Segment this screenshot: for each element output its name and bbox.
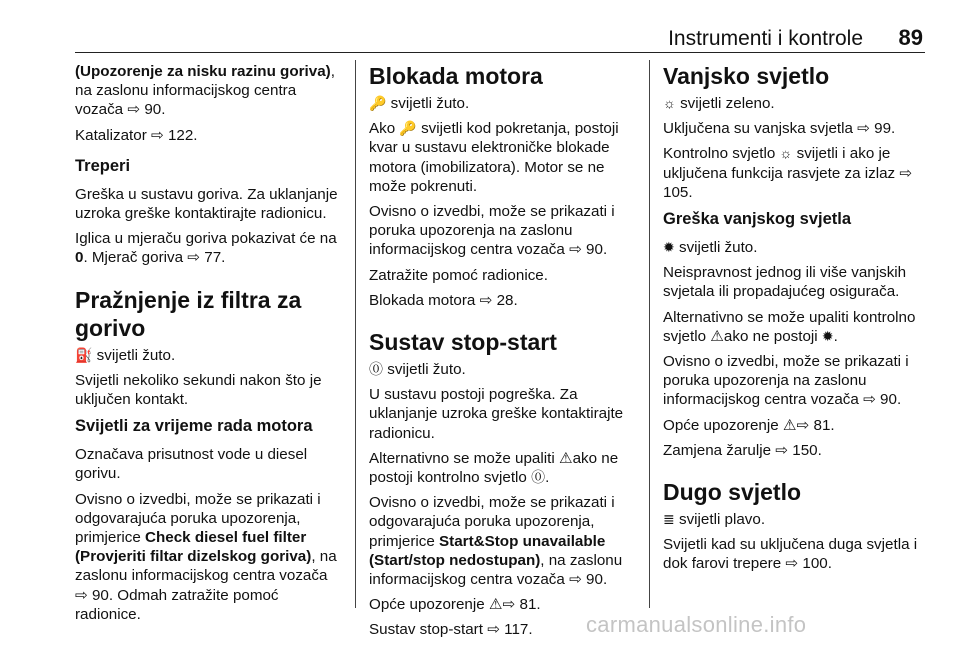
paragraph	[75, 346, 343, 365]
stop-start-icon: ⓪	[531, 469, 546, 486]
paragraph	[663, 510, 933, 529]
text: svijetli žuto.	[96, 346, 176, 364]
paragraph	[663, 352, 933, 410]
paragraph	[369, 493, 637, 589]
paragraph: Neispravnost jednog ili više vanjskih svjetala ili propadajućeg osigurača.	[663, 264, 907, 301]
page-ref[interactable]: 117.	[504, 621, 533, 639]
paragraph	[369, 360, 637, 379]
text: svijetli i ako je uključena funkcija rasvjete za izlaz	[663, 145, 896, 182]
page-ref-icon: ⇨	[187, 249, 201, 267]
page-ref-icon: ⇨	[775, 441, 789, 459]
page-number: 89	[898, 25, 923, 50]
section-heading: Sustav stop-start	[369, 329, 557, 356]
page-ref[interactable]: 100.	[802, 555, 832, 573]
column-divider	[649, 60, 650, 608]
section-heading: Dugo svjetlo	[663, 479, 802, 506]
paragraph: Greška u sustavu goriva. Za uklanjanje uzroka greške kontaktirajte radionicu.	[75, 185, 338, 223]
paragraph	[663, 119, 933, 138]
paragraph: Označava prisutnost vode u diesel gorivu.	[75, 446, 308, 483]
text: Alternativno se može upaliti	[369, 449, 555, 467]
page-ref-icon: ⇨	[569, 571, 582, 589]
paragraph	[663, 535, 933, 573]
text: .	[545, 469, 550, 487]
text: Kontrolno svjetlo	[663, 145, 776, 163]
column-divider	[355, 60, 356, 608]
text: Ovisno o izvedbi, može se prikazati i odgovarajuća poruka upozorenja, primjerice	[75, 490, 321, 547]
subheading: Svijetli za vrijeme rada motora	[75, 417, 313, 436]
page-ref-icon: ⇨	[75, 586, 88, 604]
text: Blokada motora	[369, 291, 476, 309]
page-ref-icon: ⇨	[796, 416, 810, 434]
page-ref-icon: ⇨	[479, 291, 493, 309]
text: Sustav stop-start	[369, 621, 483, 639]
page-ref[interactable]: 150.	[792, 441, 822, 459]
text: Ovisno o izvedbi, može se prikazati i odgovarajuća poruka upozorenja, primjerice	[369, 494, 615, 550]
text: Uključena su vanjska svjetla	[663, 120, 853, 138]
column-1	[75, 62, 343, 630]
page-ref[interactable]: 90. Odmah zatražite pomoć radionice.	[75, 586, 279, 623]
text: Zamjena žarulje	[663, 441, 772, 459]
page-header	[75, 22, 925, 53]
section-heading: Blokada motora	[369, 63, 543, 89]
warning-icon: ⚠	[782, 416, 797, 434]
paragraph: Zatražite pomoć radionice.	[369, 266, 548, 284]
text: Svijetli kad su uključena duga svjetla i dok farovi trepere	[663, 536, 918, 573]
page-ref-icon: ⇨	[569, 241, 582, 259]
paragraph	[663, 441, 933, 460]
text: . Mjerač goriva	[83, 249, 184, 267]
page-ref-icon: ⇨	[487, 621, 500, 639]
text: svijetli kod pokretanja, postoji kvar u sustavu elektroničke blokade motora (imobilizatora). Motor se ne može pokrenuti.	[369, 120, 619, 195]
text: .	[833, 327, 838, 345]
subheading: Greška vanjskog svjetla	[663, 210, 852, 229]
paragraph	[75, 62, 343, 120]
paragraph	[663, 308, 933, 346]
text: Opće upozorenje	[663, 416, 779, 434]
page-ref[interactable]: 105.	[663, 183, 693, 201]
watermark: carmanualsonline.info	[586, 612, 807, 637]
high-beam-icon: ≣	[663, 511, 675, 528]
text: ako ne postoji kontrolno svjetlo	[369, 449, 619, 487]
page-ref[interactable]: 81.	[519, 596, 541, 614]
column-2	[369, 62, 637, 646]
text: svijetli zeleno.	[680, 95, 775, 112]
column-3	[663, 62, 933, 580]
paragraph: Svijetli nekoliko sekundi nakon što je uključen kontakt.	[75, 371, 322, 409]
page-ref[interactable]: 28.	[496, 291, 518, 309]
text: , na zaslonu informacijskog centra vozača	[75, 548, 337, 585]
page-ref[interactable]: 81.	[813, 416, 835, 434]
text: Katalizator	[75, 126, 147, 144]
subheading: Treperi	[75, 156, 131, 175]
page-ref-icon: ⇨	[151, 126, 164, 144]
exterior-light-icon: ☼	[663, 95, 676, 111]
page-ref-icon: ⇨	[899, 164, 913, 182]
warning-name: (Upozorenje za nisku razinu goriva)	[75, 63, 331, 80]
section-heading: Pražnjenje iz filtra za gorivo	[75, 286, 302, 341]
warning-icon: ⚠	[488, 596, 503, 614]
bulb-failure-icon: ✹	[663, 239, 675, 256]
warning-icon: ⚠	[558, 449, 573, 467]
text: , na zaslonu informacijskog centra vozača	[369, 551, 623, 589]
page-ref[interactable]: 99.	[874, 120, 896, 138]
page-ref-icon: ⇨	[127, 101, 141, 119]
page-ref-icon: ⇨	[502, 596, 516, 614]
bulb-failure-icon: ✹	[821, 327, 834, 344]
text: Alternativno se može upaliti kontrolno svjetlo	[663, 308, 916, 345]
page-ref[interactable]: 122.	[167, 126, 198, 144]
text: svijetli žuto.	[390, 95, 470, 112]
immobilizer-icon: 🔑	[399, 120, 417, 137]
page-ref-icon: ⇨	[863, 391, 876, 409]
paragraph: U sustavu postoji pogreška. Za uklanjanje uzroka greške kontaktirajte radionicu.	[369, 386, 624, 442]
text: Ako	[369, 120, 396, 138]
paragraph	[369, 119, 637, 196]
page-ref[interactable]: 90.	[144, 101, 166, 119]
stop-start-icon: ⓪	[369, 361, 383, 378]
text: Opće upozorenje	[369, 596, 485, 614]
page-ref-icon: ⇨	[857, 120, 870, 138]
paragraph	[369, 291, 637, 310]
immobilizer-icon: 🔑	[369, 95, 387, 111]
paragraph	[75, 490, 343, 624]
paragraph	[663, 94, 933, 113]
text: , na zaslonu informacijskog centra vozača	[75, 63, 335, 119]
page-ref-icon: ⇨	[785, 555, 799, 573]
paragraph	[663, 144, 933, 202]
text: Ovisno o izvedbi, može se prikazati i poruka upozorenja na zaslonu informacijskog centra vozača	[369, 203, 615, 259]
paragraph	[663, 416, 933, 435]
paragraph	[369, 202, 637, 260]
fuel-filter-icon: ⛽	[75, 346, 93, 363]
text: ako ne postoji	[723, 327, 818, 345]
page-ref[interactable]: 77.	[204, 249, 226, 267]
paragraph	[75, 126, 343, 145]
text: svijetli žuto.	[678, 239, 758, 257]
text: 0	[75, 249, 84, 267]
warning-icon: ⚠	[710, 327, 724, 345]
text: Iglica u mjeraču goriva pokazivat će na	[75, 230, 337, 248]
exterior-light-icon: ☼	[779, 145, 793, 162]
text: Ovisno o izvedbi, može se prikazati i poruka upozorenja na zaslonu informacijskog centra vozača	[663, 353, 909, 409]
text: svijetli žuto.	[387, 361, 466, 379]
page-ref[interactable]: 90.	[880, 391, 902, 409]
page-ref[interactable]: 90.	[586, 571, 608, 589]
paragraph	[369, 94, 637, 113]
paragraph	[369, 449, 637, 487]
paragraph	[75, 229, 343, 267]
page-ref[interactable]: 90.	[586, 241, 608, 259]
message-name: Start&Stop unavailable (Start/stop nedostupan)	[369, 532, 606, 569]
paragraph	[663, 238, 933, 257]
section-heading: Vanjsko svjetlo	[663, 63, 830, 89]
page-title: Instrumenti i kontrole	[668, 27, 863, 50]
message-name: Check diesel fuel filter (Provjeriti filtar dizelskog goriva)	[75, 529, 312, 566]
text: svijetli plavo.	[678, 511, 766, 529]
